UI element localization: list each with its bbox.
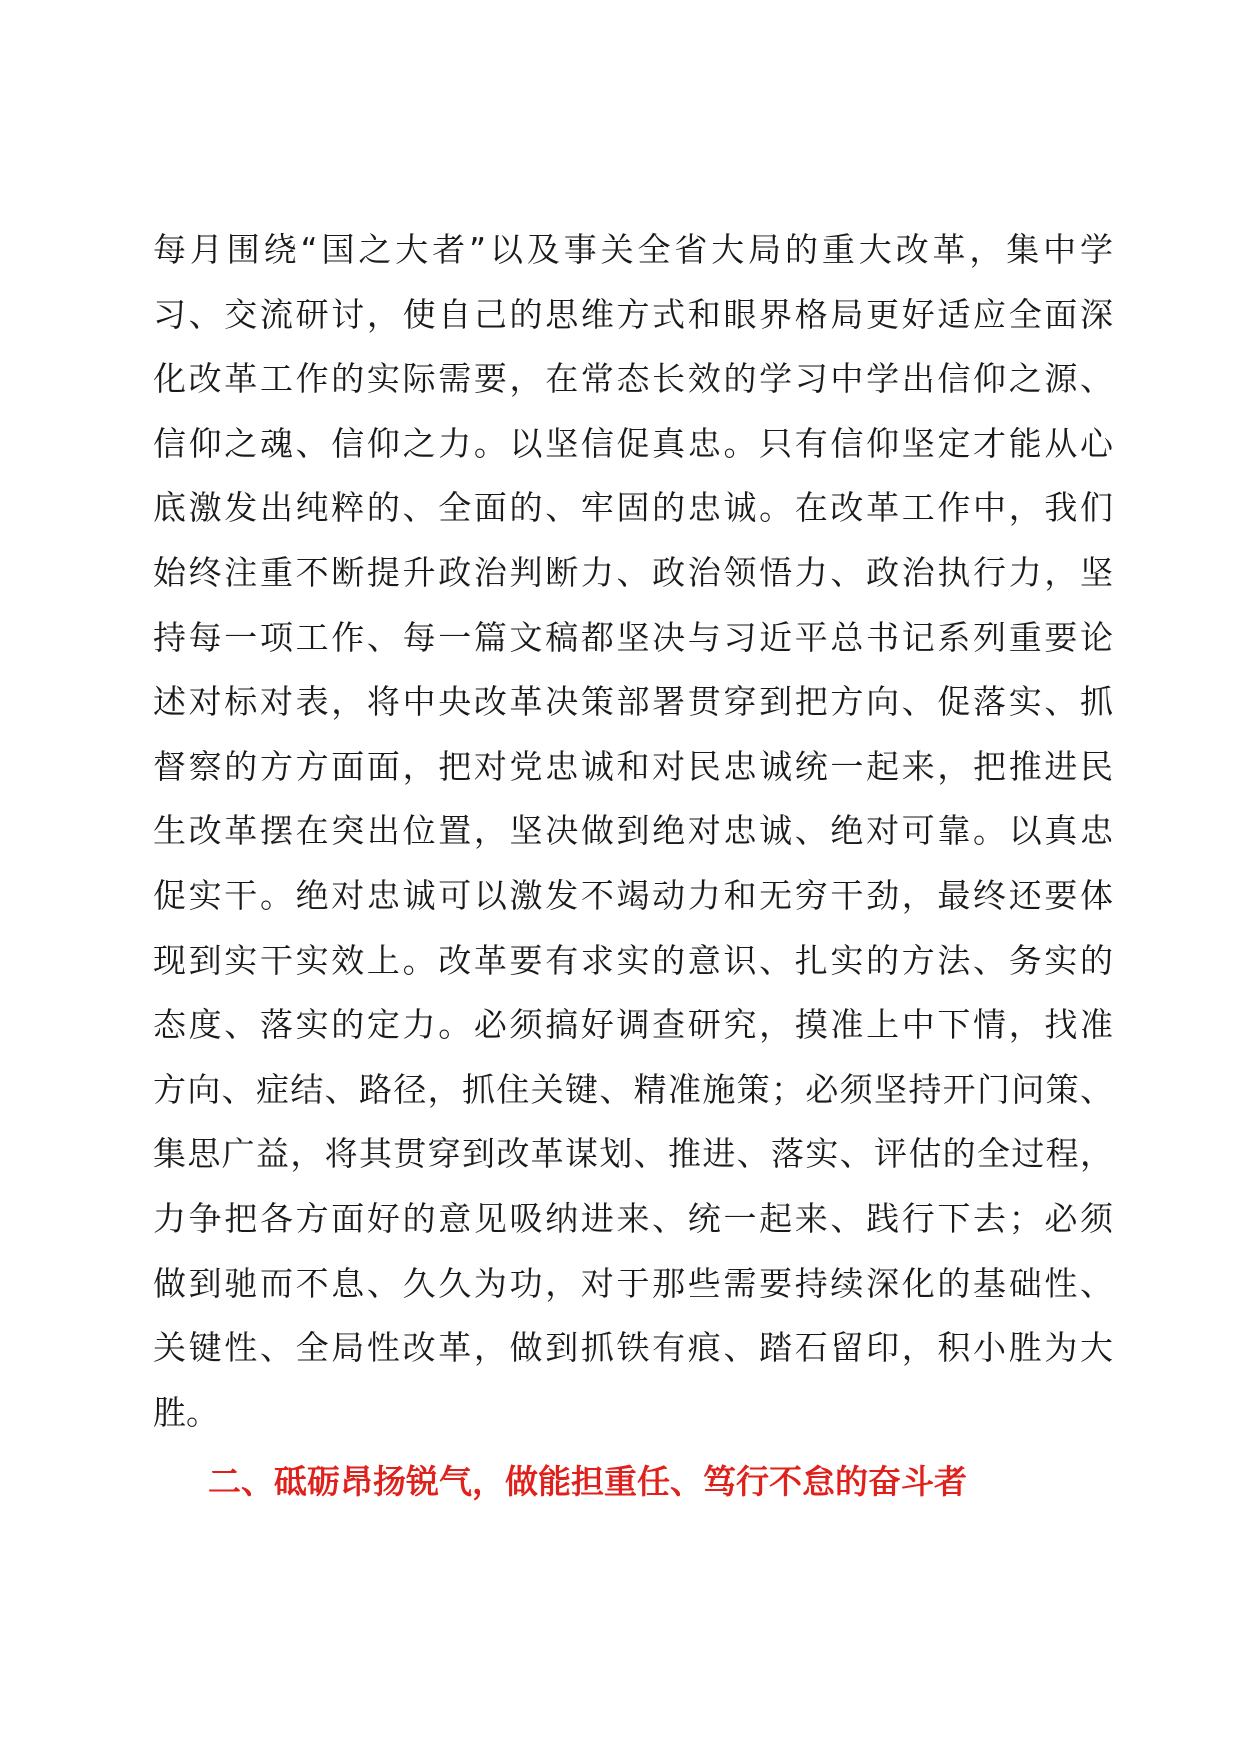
paragraph-line: 信仰之魂、信仰之力。以坚信促真忠。只有信仰坚定才能从心 xyxy=(153,423,1113,463)
body-paragraph xyxy=(153,218,1113,1445)
paragraph-line: 述对标对表，将中央改革决策部署贯穿到把方向、促落实、抓 xyxy=(153,682,1113,722)
paragraph-line: 底激发出纯粹的、全面的、牢固的忠诚。在改革工作中，我们 xyxy=(153,488,1113,528)
paragraph-line: 态度、落实的定力。必须搞好调查研究，摸准上中下情，找准 xyxy=(153,1005,1113,1045)
paragraph-line: 现到实干实效上。改革要有求实的意识、扎实的方法、务实的 xyxy=(153,940,1113,980)
paragraph-line: 促实干。绝对忠诚可以激发不竭动力和无穷干劲，最终还要体 xyxy=(153,875,1113,915)
paragraph-line: 做到驰而不息、久久为功，对于那些需要持续深化的基础性、 xyxy=(153,1263,1113,1303)
paragraph-line: 持每一项工作、每一篇文稿都坚决与习近平总书记系列重要论 xyxy=(153,617,1113,657)
paragraph-line: 力争把各方面好的意见吸纳进来、统一起来、践行下去；必须 xyxy=(153,1198,1113,1238)
paragraph-line: 始终注重不断提升政治判断力、政治领悟力、政治执行力，坚 xyxy=(153,552,1113,592)
paragraph-line: 督察的方方面面，把对党忠诚和对民忠诚统一起来，把推进民 xyxy=(153,746,1113,786)
paragraph-line: 习、交流研讨，使自己的思维方式和眼界格局更好适应全面深 xyxy=(153,294,1113,334)
paragraph-line: 化改革工作的实际需要，在常态长效的学习中学出信仰之源、 xyxy=(153,359,1113,399)
paragraph-line: 生改革摆在突出位置，坚决做到绝对忠诚、绝对可靠。以真忠 xyxy=(153,811,1113,851)
paragraph-line: 方向、症结、路径，抓住关键、精准施策；必须坚持开门问策、 xyxy=(153,1069,1113,1109)
paragraph-line: 每月围绕“国之大者”以及事关全省大局的重大改革，集中学 xyxy=(153,230,1113,269)
paragraph-line: 胜。 xyxy=(153,1392,219,1432)
section-heading: 二、砥砺昂扬锐气，做能担重任、笃行不怠的奋斗者 xyxy=(208,1462,967,1501)
paragraph-line: 关键性、全局性改革，做到抓铁有痕、踏石留印，积小胜为大 xyxy=(153,1328,1113,1368)
paragraph-line: 集思广益，将其贯穿到改革谋划、推进、落实、评估的全过程， xyxy=(153,1134,1113,1174)
